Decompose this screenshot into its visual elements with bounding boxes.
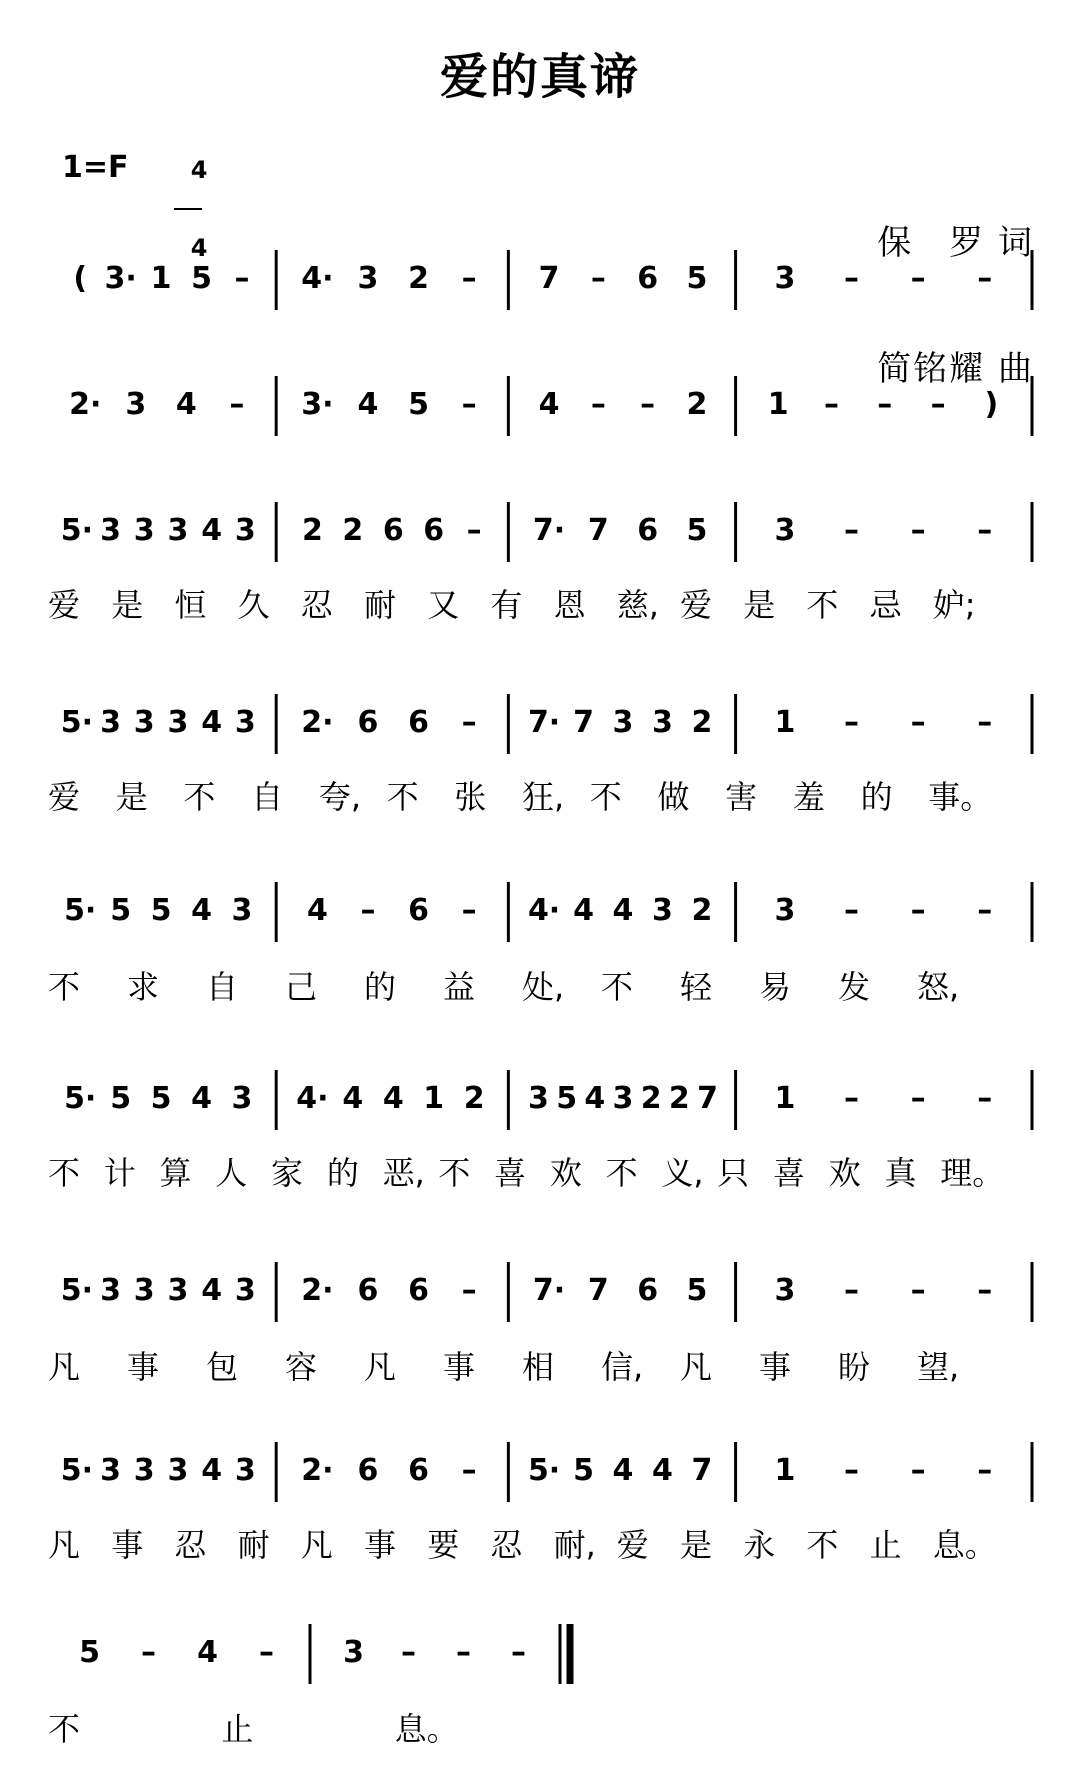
lyric-syllable: 忍 bbox=[174, 1526, 207, 1564]
song-title: 爱的真谛 bbox=[439, 49, 640, 105]
dash-note: – bbox=[844, 1081, 859, 1116]
numbered-note: 2· bbox=[301, 705, 334, 740]
dash-note: – bbox=[461, 387, 477, 422]
dash-note: – bbox=[910, 1081, 926, 1116]
lyric-syllable: 盼 bbox=[838, 1348, 871, 1386]
numbered-note: 4 bbox=[191, 1081, 212, 1116]
numbered-note: 6 bbox=[423, 513, 445, 548]
dash-note: – bbox=[844, 1453, 859, 1488]
dash-note: – bbox=[910, 513, 926, 548]
numbered-note: 3 bbox=[167, 1273, 189, 1308]
dash-note: – bbox=[877, 387, 893, 422]
numbered-note: 5 bbox=[686, 261, 708, 296]
numbered-note: 3 bbox=[612, 705, 634, 740]
numbered-note: 6 bbox=[408, 893, 429, 928]
lyric-syllable: 羞 bbox=[792, 778, 825, 816]
lyric-syllable: 不 bbox=[589, 778, 622, 816]
numbered-note: 3 bbox=[234, 1453, 256, 1488]
numbered-note: 4 bbox=[191, 893, 212, 928]
numbered-note: 3 bbox=[133, 513, 155, 548]
dash-note: – bbox=[511, 1635, 526, 1670]
lyric-syllable: 信, bbox=[601, 1348, 644, 1386]
composer-credit: 简铭耀 曲 bbox=[877, 349, 1034, 389]
lyric-syllable: 怒, bbox=[917, 968, 960, 1006]
dash-note: – bbox=[844, 705, 859, 740]
dash-note: – bbox=[910, 705, 926, 740]
lyric-syllable: 事 bbox=[443, 1348, 476, 1386]
numbered-note: 2 bbox=[640, 1081, 662, 1116]
lyric-syllable: 不 bbox=[48, 1710, 81, 1748]
lyric-syllable: 害 bbox=[725, 778, 758, 816]
lyric-syllable: 息。 bbox=[932, 1526, 997, 1564]
numbered-note: 3 bbox=[343, 1635, 364, 1670]
numbered-note: 3 bbox=[651, 705, 673, 740]
lyric-syllable: 恒 bbox=[174, 586, 207, 624]
dash-note: – bbox=[229, 387, 245, 422]
lyric-syllable: 息。 bbox=[394, 1710, 459, 1748]
numbered-note: 4 bbox=[538, 387, 560, 422]
lyric-syllable: 忍 bbox=[300, 586, 333, 624]
numbered-note: 5 bbox=[686, 1273, 708, 1308]
lyric-syllable: 相 bbox=[522, 1348, 555, 1386]
numbered-note: 2 bbox=[301, 513, 323, 548]
numbered-note: 5 bbox=[110, 1081, 132, 1116]
numbered-note: 2· bbox=[301, 1273, 334, 1308]
numbered-note: 1 bbox=[150, 261, 172, 296]
dash-note: – bbox=[977, 513, 993, 548]
lyric-syllable: 永 bbox=[743, 1526, 776, 1564]
lyric-syllable: 自 bbox=[251, 778, 284, 816]
lyric-syllable: 凡 bbox=[48, 1526, 81, 1564]
numbered-note: 6 bbox=[637, 513, 659, 548]
numbered-note: 3 bbox=[100, 1273, 121, 1308]
numbered-note: 3 bbox=[167, 1453, 189, 1488]
numbered-note: 5 bbox=[686, 513, 708, 548]
numbered-note: 5· bbox=[527, 1453, 561, 1488]
numbered-note: 2 bbox=[408, 261, 429, 296]
dash-note: – bbox=[844, 261, 859, 296]
numbered-note: 4 bbox=[342, 1081, 364, 1116]
lyric-syllable: 妒; bbox=[932, 586, 976, 624]
numbered-note: 6 bbox=[357, 705, 379, 740]
numbered-note: 6 bbox=[408, 1273, 429, 1308]
lyric-syllable: 夸, bbox=[318, 778, 362, 816]
lyric-syllable: 不 bbox=[605, 1154, 638, 1192]
numbered-note: 2 bbox=[342, 513, 364, 548]
numbered-note: ) bbox=[984, 387, 999, 422]
numbered-note: 3 bbox=[125, 387, 147, 422]
lyric-syllable: 轻 bbox=[680, 968, 713, 1006]
dash-note: – bbox=[977, 1453, 993, 1488]
lyric-syllable: 益 bbox=[443, 968, 476, 1006]
numbered-note: 3 bbox=[234, 705, 256, 740]
numbered-note: 1 bbox=[767, 387, 789, 422]
dash-note: – bbox=[977, 261, 993, 296]
lyric-syllable: 不 bbox=[601, 968, 634, 1006]
numbered-note: 6 bbox=[357, 1273, 379, 1308]
numbered-note: 5 bbox=[408, 387, 429, 422]
numbered-note: 4 bbox=[201, 1273, 223, 1308]
numbered-note: 2 bbox=[691, 893, 713, 928]
dash-note: – bbox=[977, 705, 993, 740]
numbered-note: 3 bbox=[100, 705, 121, 740]
numbered-note: 3 bbox=[774, 513, 796, 548]
lyric-syllable: 是 bbox=[115, 778, 148, 816]
lyric-syllable: 的 bbox=[326, 1154, 359, 1192]
dash-note: – bbox=[234, 261, 250, 296]
lyric-syllable: 止 bbox=[869, 1526, 902, 1564]
lyric-syllable: 耐 bbox=[364, 586, 397, 624]
lyric-syllable: 喜 bbox=[494, 1154, 527, 1192]
lyric-syllable: 事 bbox=[759, 1348, 792, 1386]
numbered-note: 4 bbox=[612, 1453, 634, 1488]
lyric-syllable: 人 bbox=[215, 1154, 248, 1192]
lyric-syllable: 求 bbox=[127, 968, 160, 1006]
numbered-note: 2· bbox=[69, 387, 102, 422]
lyric-syllable: 不 bbox=[48, 1154, 81, 1192]
lyric-syllable: 要 bbox=[427, 1526, 460, 1564]
numbered-note: 4 bbox=[357, 387, 379, 422]
lyric-syllable: 恶, bbox=[382, 1154, 425, 1192]
dash-note: – bbox=[910, 1453, 926, 1488]
dash-note: – bbox=[461, 1273, 477, 1308]
numbered-note: 7 bbox=[587, 513, 609, 548]
lyric-syllable: 是 bbox=[111, 586, 144, 624]
lyric-syllable: 事 bbox=[127, 1348, 160, 1386]
numbered-note: 7 bbox=[538, 261, 560, 296]
numbered-note: 4· bbox=[527, 893, 561, 928]
lyric-syllable: 忌 bbox=[869, 586, 902, 624]
numbered-note: 3 bbox=[100, 513, 121, 548]
dash-note: – bbox=[360, 893, 376, 928]
numbered-note: 7 bbox=[697, 1081, 718, 1116]
numbered-note: 2 bbox=[686, 387, 708, 422]
numbered-note: 4 bbox=[382, 1081, 404, 1116]
lyric-syllable: 包 bbox=[206, 1348, 239, 1386]
lyric-syllable: 的 bbox=[364, 968, 397, 1006]
numbered-note: 6 bbox=[408, 705, 429, 740]
lyric-syllable: 不 bbox=[438, 1154, 471, 1192]
numbered-note: 5· bbox=[60, 1453, 93, 1488]
lyric-syllable: 理。 bbox=[940, 1154, 1005, 1192]
lyric-syllable: 事 bbox=[111, 1526, 144, 1564]
numbered-note: 7 bbox=[573, 705, 594, 740]
lyric-syllable: 凡 bbox=[300, 1526, 333, 1564]
numbered-note: 4 bbox=[201, 513, 223, 548]
lyric-syllable: 真 bbox=[884, 1154, 917, 1192]
numbered-note: 3· bbox=[104, 261, 137, 296]
dash-note: – bbox=[590, 387, 606, 422]
numbered-note: 4 bbox=[175, 387, 197, 422]
numbered-note: 4 bbox=[584, 1081, 606, 1116]
lyric-syllable: 止 bbox=[221, 1710, 254, 1748]
numbered-note: 5 bbox=[556, 1081, 578, 1116]
lyric-syllable: 欢 bbox=[828, 1154, 861, 1192]
numbered-note: 3 bbox=[167, 705, 189, 740]
lyric-syllable: 是 bbox=[680, 1526, 713, 1564]
numbered-note: 3 bbox=[167, 513, 189, 548]
numbered-note: 4 bbox=[573, 893, 594, 928]
lyric-syllable: 张 bbox=[454, 778, 487, 816]
lyric-syllable: 己 bbox=[285, 968, 318, 1006]
numbered-note: 2 bbox=[463, 1081, 485, 1116]
lyric-syllable: 不 bbox=[183, 778, 216, 816]
lyric-syllable: 义, bbox=[661, 1154, 704, 1192]
numbered-note: 3 bbox=[234, 1273, 256, 1308]
lyric-syllable: 爱 bbox=[48, 586, 81, 624]
numbered-note: 3 bbox=[231, 1081, 253, 1116]
lyric-syllable: 忍 bbox=[490, 1526, 523, 1564]
numbered-note: 6 bbox=[408, 1453, 429, 1488]
numbered-note: 5· bbox=[64, 893, 97, 928]
lyric-syllable: 爱 bbox=[48, 778, 81, 816]
numbered-note: 5 bbox=[150, 1081, 172, 1116]
lyric-syllable: 不 bbox=[806, 586, 839, 624]
numbered-note: 4 bbox=[612, 893, 634, 928]
lyric-syllable: 不 bbox=[48, 968, 81, 1006]
numbered-note: 5· bbox=[60, 705, 93, 740]
lyric-syllable: 处, bbox=[522, 968, 565, 1006]
lyric-syllable: 凡 bbox=[680, 1348, 713, 1386]
numbered-note: 6 bbox=[637, 261, 659, 296]
dash-note: – bbox=[461, 261, 477, 296]
numbered-note: 6 bbox=[357, 1453, 379, 1488]
dash-note: – bbox=[977, 1081, 993, 1116]
numbered-note: 5 bbox=[191, 261, 212, 296]
dash-note: – bbox=[461, 1453, 477, 1488]
numbered-note: 3 bbox=[231, 893, 253, 928]
lyric-syllable: 做 bbox=[657, 778, 690, 816]
lyric-syllable: 不 bbox=[806, 1526, 839, 1564]
numbered-note: 4 bbox=[201, 705, 223, 740]
dash-note: – bbox=[977, 893, 993, 928]
lyric-syllable: 有 bbox=[490, 586, 523, 624]
numbered-note: 4 bbox=[307, 893, 328, 928]
numbered-note: 5· bbox=[60, 1273, 93, 1308]
numbered-note: 3 bbox=[357, 261, 379, 296]
lyric-syllable: 狂, bbox=[522, 778, 565, 816]
numbered-note: 2 bbox=[668, 1081, 690, 1116]
numbered-note: 6 bbox=[382, 513, 404, 548]
numbered-note: 3 bbox=[774, 261, 796, 296]
dash-note: – bbox=[466, 513, 482, 548]
numbered-note: 7 bbox=[691, 1453, 713, 1488]
numbered-note: 3 bbox=[651, 893, 673, 928]
lyric-syllable: 耐 bbox=[237, 1526, 270, 1564]
numbered-note: 3 bbox=[133, 705, 155, 740]
lyric-syllable: 不 bbox=[386, 778, 419, 816]
lyric-syllable: 事。 bbox=[928, 778, 993, 816]
lyric-syllable: 爱 bbox=[616, 1526, 649, 1564]
lyric-syllable: 耐, bbox=[553, 1526, 596, 1564]
dash-note: – bbox=[930, 387, 946, 422]
lyricist-credit: 保 罗 词 bbox=[877, 223, 1034, 263]
lyric-syllable: 家 bbox=[271, 1154, 304, 1192]
lyric-syllable: 爱 bbox=[680, 586, 713, 624]
numbered-note: 1 bbox=[423, 1081, 445, 1116]
numbered-note: 5 bbox=[110, 893, 132, 928]
numbered-note: 1 bbox=[774, 1453, 796, 1488]
lyric-syllable: 的 bbox=[860, 778, 893, 816]
numbered-note: 3 bbox=[234, 513, 256, 548]
dash-note: – bbox=[910, 893, 926, 928]
numbered-note: 5 bbox=[573, 1453, 594, 1488]
dash-note: – bbox=[456, 1635, 471, 1670]
lyric-syllable: 是 bbox=[743, 586, 776, 624]
dash-note: – bbox=[844, 893, 859, 928]
lyric-syllable: 恩 bbox=[553, 586, 586, 624]
numbered-note: 2· bbox=[301, 1453, 334, 1488]
numbered-note: 1 bbox=[774, 705, 796, 740]
lyric-syllable: 事 bbox=[364, 1526, 397, 1564]
dash-note: – bbox=[910, 1273, 926, 1308]
numbered-note: 4 bbox=[651, 1453, 673, 1488]
lyric-syllable: 自 bbox=[206, 968, 239, 1006]
lyric-syllable: 算 bbox=[159, 1154, 192, 1192]
time-signature-top: 4 bbox=[190, 156, 208, 184]
numbered-note: 4· bbox=[301, 261, 334, 296]
numbered-note: 4 bbox=[197, 1635, 218, 1670]
dash-note: – bbox=[461, 705, 477, 740]
numbered-note: 7· bbox=[527, 705, 561, 740]
numbered-note: 3 bbox=[774, 1273, 796, 1308]
lyric-syllable: 凡 bbox=[48, 1348, 81, 1386]
numbered-note: 3 bbox=[774, 893, 796, 928]
numbered-note: 2 bbox=[691, 705, 713, 740]
numbered-note: 7· bbox=[532, 1273, 566, 1308]
dash-note: – bbox=[141, 1635, 156, 1670]
numbered-note: 5· bbox=[60, 513, 93, 548]
dash-note: – bbox=[844, 513, 859, 548]
dash-note: – bbox=[590, 261, 606, 296]
dash-note: – bbox=[259, 1635, 274, 1670]
lyric-syllable: 又 bbox=[427, 586, 460, 624]
lyric-syllable: 容 bbox=[285, 1348, 318, 1386]
dash-note: – bbox=[844, 1273, 859, 1308]
time-signature-bottom: 4 bbox=[190, 234, 208, 262]
numbered-note: 3 bbox=[133, 1453, 155, 1488]
dash-note: – bbox=[910, 261, 926, 296]
numbered-note: 7· bbox=[532, 513, 566, 548]
numbered-note: 7 bbox=[587, 1273, 609, 1308]
numbered-note: 4· bbox=[296, 1081, 329, 1116]
key-signature: 1=F bbox=[62, 150, 129, 185]
numbered-note: 4 bbox=[201, 1453, 223, 1488]
dash-note: – bbox=[461, 893, 477, 928]
lyric-syllable: 只 bbox=[717, 1154, 750, 1192]
numbered-note: 3 bbox=[100, 1453, 121, 1488]
lyric-syllable: 望, bbox=[917, 1348, 960, 1386]
lyric-syllable: 发 bbox=[838, 968, 871, 1006]
numbered-note: ( bbox=[73, 261, 88, 296]
dash-note: – bbox=[640, 387, 656, 422]
numbered-note: 1 bbox=[774, 1081, 796, 1116]
lyric-syllable: 欢 bbox=[549, 1154, 582, 1192]
lyric-syllable: 喜 bbox=[772, 1154, 805, 1192]
dash-note: – bbox=[401, 1635, 416, 1670]
dash-note: – bbox=[824, 387, 840, 422]
numbered-note: 5 bbox=[150, 893, 172, 928]
numbered-note: 3· bbox=[301, 387, 334, 422]
numbered-note: 6 bbox=[637, 1273, 659, 1308]
lyric-syllable: 易 bbox=[759, 968, 792, 1006]
numbered-note: 5 bbox=[79, 1635, 100, 1670]
dash-note: – bbox=[977, 1273, 993, 1308]
lyric-syllable: 凡 bbox=[364, 1348, 397, 1386]
lyric-syllable: 久 bbox=[237, 586, 270, 624]
numbered-note: 5· bbox=[64, 1081, 97, 1116]
lyric-syllable: 计 bbox=[103, 1154, 136, 1192]
lyric-syllable: 慈, bbox=[616, 586, 659, 624]
numbered-note: 3 bbox=[133, 1273, 155, 1308]
numbered-note: 3 bbox=[612, 1081, 634, 1116]
numbered-note: 3 bbox=[528, 1081, 549, 1116]
